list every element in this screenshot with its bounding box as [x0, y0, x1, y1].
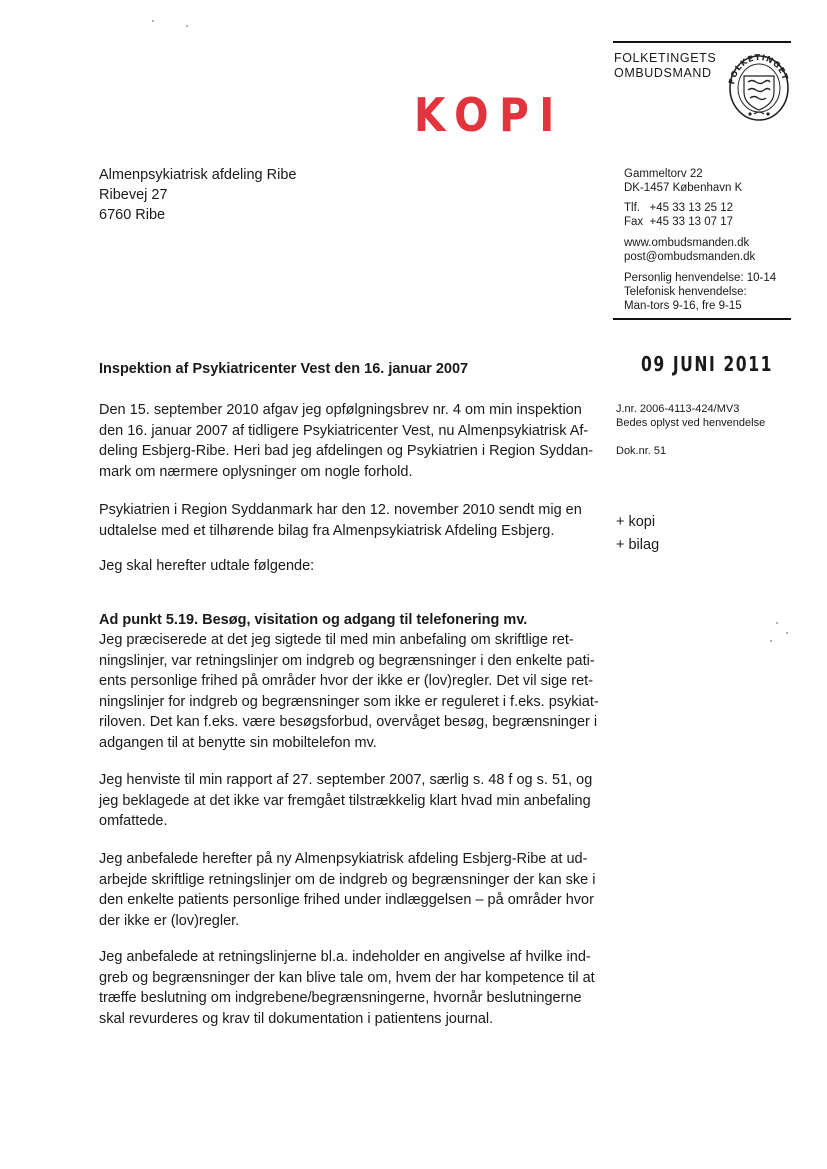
- text-line: mark om nærmere oplysninger om nogle forhold.: [99, 463, 413, 480]
- letterhead-top-rule: [613, 41, 791, 43]
- text-line: adgangen til at benytte sin mobiltelefon mv.: [99, 734, 377, 751]
- contact-web: www.ombudsmanden.dk: [624, 237, 750, 249]
- contact-hours-phone-label: Telefonisk henvendelse:: [624, 286, 747, 298]
- scan-speck: [786, 632, 788, 634]
- text-line: Psykiatrien i Region Syddanmark har den 12. november 2010 sendt mig en: [99, 502, 582, 518]
- reference-note: Bedes oplyst ved henvendelse: [616, 417, 766, 429]
- scan-speck: [152, 20, 154, 22]
- enclosure-bilag: + bilag: [616, 537, 660, 553]
- text-line: ningslinjer for indgreb og begrænsninger som ikke er reguleret i f.eks. psykiat-: [99, 693, 599, 710]
- contact-hours-block: [624, 271, 776, 313]
- ombudsman-seal-logo: [728, 54, 790, 122]
- contact-email: post@ombudsmanden.dk: [624, 251, 756, 263]
- contact-address: [624, 167, 742, 195]
- text-line: den 16. januar 2007 af tidligere Psykiatricenter Vest, nu Almenpsykiatrisk Af-: [99, 422, 589, 439]
- recipient-street: Ribevej 27: [99, 187, 168, 203]
- institution-name-line2: OMBUDSMAND: [614, 66, 712, 80]
- journal-number: J.nr. 2006-4113-424/MV3: [616, 403, 740, 415]
- text-line: der ikke er (lov)regler.: [99, 912, 240, 929]
- text-line: deling Esbjerg-Ribe. Heri bad jeg afdelingen og Psykiatrien i Region Syddan-: [99, 443, 594, 459]
- recipient-city: 6760 Ribe: [99, 207, 166, 223]
- svg-text:FOLKETINGET: FOLKETINGET: [728, 54, 790, 86]
- section-heading: Ad punkt 5.19. Besøg, visitation og adgang til telefonering mv.: [99, 612, 528, 628]
- section-paragraph-2: [99, 770, 592, 832]
- contact-fax: Fax +45 33 13 07 17: [624, 216, 734, 228]
- institution-name-line1: FOLKETINGETS: [614, 51, 717, 65]
- text-line: Jeg henviste til min rapport af 27. september 2007, særlig s. 48 f og s. 51, og: [99, 772, 593, 788]
- text-line: træffe beslutning om indgrebene/begrænsningerne, hvornår beslutningerne: [99, 990, 582, 1006]
- text-line: den enkelte patients personlige frihed under indlæggelsen – på områder hvor: [99, 892, 594, 908]
- text-line: Jeg skal herefter udtale følgende:: [99, 558, 315, 574]
- reference-block: [616, 402, 765, 430]
- scan-speck: [186, 25, 188, 27]
- enclosure-kopi: + kopi: [616, 514, 656, 530]
- body-paragraph-1: [99, 400, 593, 482]
- contact-hours-personal: Personlig henvendelse: 10-14: [624, 272, 777, 284]
- text-line: skal revurderes og krav til dokumentation i patientens journal.: [99, 1010, 494, 1027]
- text-line: udtalelse med et tilhørende bilag fra Almenpsykiatrisk Afdeling Esbjerg.: [99, 522, 555, 539]
- contact-street: Gammeltorv 22: [624, 168, 703, 180]
- body-paragraph-2: [99, 500, 582, 541]
- scan-speck: [770, 640, 772, 642]
- section-paragraph-4: [99, 947, 595, 1029]
- text-line: jeg beklagede at det ikke var fremgået tilstrækkelig klart hvad min anbefaling: [99, 792, 591, 809]
- contact-hours-phone: Man-tors 9-16, fre 9-15: [624, 300, 742, 312]
- contact-phone-block: [624, 201, 733, 229]
- date-stamp: 09 JUNI 2011: [641, 352, 774, 376]
- text-line: riloven. Det kan f.eks. være besøgsforbud, overvåget besøg, begrænsninger i: [99, 714, 598, 730]
- text-line: arbejde skriftlige retningslinjer om de indgreb og begrænsninger der kan ske i: [99, 871, 596, 888]
- letter-subject: Inspektion af Psykiatricenter Vest den 16. januar 2007: [99, 361, 469, 377]
- document-number: Dok.nr. 51: [616, 445, 667, 457]
- section-paragraph-3: [99, 849, 596, 931]
- letterhead-bottom-rule: [613, 318, 791, 320]
- text-line: Jeg anbefalede at retningslinjerne bl.a. indeholder en angivelse af hvilke ind-: [99, 949, 591, 965]
- text-line: Jeg anbefalede herefter på ny Almenpsykiatrisk afdeling Esbjerg-Ribe at ud-: [99, 851, 588, 867]
- contact-web-block: [624, 236, 755, 264]
- text-line: Den 15. september 2010 afgav jeg opfølgningsbrev nr. 4 om min inspektion: [99, 402, 582, 418]
- text-line: omfattede.: [99, 813, 168, 829]
- text-line: ningslinjer, var retningslinjer om indgreb og begrænsninger i den enkelte pati-: [99, 652, 595, 669]
- enclosures: [616, 511, 659, 557]
- body-paragraph-3: [99, 556, 314, 577]
- contact-tlf: Tlf. +45 33 13 25 12: [624, 202, 734, 214]
- text-line: ents personlige frihed på områder hvor der ikke er (lov)regler. Det vil sige ret-: [99, 673, 594, 689]
- text-line: Jeg præciserede at det jeg sigtede til med min anbefaling om skriftlige ret-: [99, 632, 574, 648]
- text-line: greb og begrænsninger der kan blive tale om, hvem der har kompetence til at: [99, 969, 595, 986]
- recipient-name: Almenpsykiatrisk afdeling Ribe: [99, 167, 297, 183]
- section-paragraph-1: [99, 630, 599, 753]
- contact-city: DK-1457 København K: [624, 182, 743, 194]
- recipient-address: [99, 165, 296, 225]
- kopi-stamp: KOPI: [414, 88, 565, 142]
- scan-speck: [776, 622, 778, 624]
